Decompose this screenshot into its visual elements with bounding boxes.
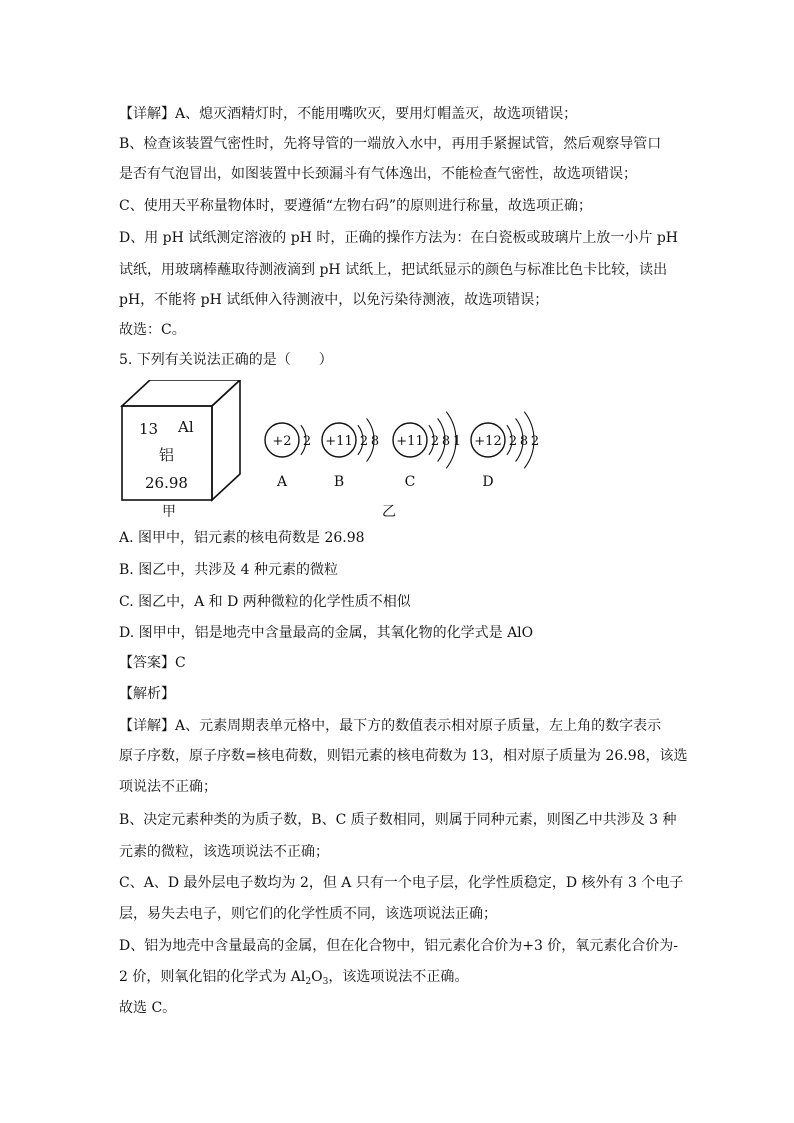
atom-label: C <box>404 474 416 490</box>
atom-label: D <box>482 474 494 490</box>
analysis-b-line2: 元素的微粒，该选项说法不正确； <box>119 844 329 860</box>
nucleus-charge: +12 <box>474 434 502 449</box>
detail-option-d-line2: 试纸，用玻璃棒蘸取待测液滴到 pH 试纸上，把试纸显示的颜色与标准比色卡比较，读出 <box>119 262 668 278</box>
atom-b <box>322 418 379 490</box>
analysis-a-line2: 原子序数，原子序数=核电荷数，则铝元素的核电荷数为 13，相对原子质量为 26.98，该选 <box>119 748 688 764</box>
electron-count: 1 <box>452 434 462 449</box>
analysis-b-line1: B、决定元素种类的为质子数，B、C 质子数相同，则属于同种元素，则图乙中共涉及 3 种 <box>119 812 677 828</box>
detail-option-d-line3: pH，不能将 pH 试纸伸入待测液中，以免污染待测液，故选项错误； <box>119 292 549 308</box>
detail-option-a: 【详解】A、熄灭酒精灯时，不能用嘴吹灭，要用灯帽盖灭，故选项错误； <box>119 106 578 122</box>
conclusion-1: 故选：C。 <box>119 322 186 338</box>
detail-option-c: C、使用天平称量物体时，要遵循“左物右码”的原则进行称量，故选项正确； <box>119 198 593 214</box>
electron-count: 2 <box>430 434 440 449</box>
nucleus-charge: +2 <box>272 434 292 449</box>
electron-count: 2 <box>508 434 518 449</box>
detail-option-b-line1: B、检查该装置气密性时，先将导管的一端放入水中，再用手紧握试管，然后观察导管口 <box>119 136 662 152</box>
atomic-mass: 26.98 <box>145 474 188 492</box>
analysis-d-line1: D、铝为地壳中含量最高的金属，但在化合物中，铝元素化合价为+3 价，氧元素化合价为- <box>119 938 679 954</box>
analysis-conclusion: 故选 C。 <box>119 1000 177 1016</box>
analysis-heading: 【解析】 <box>119 686 175 702</box>
analysis-a-line3: 项说法不正确； <box>119 779 217 795</box>
caption-yi: 乙 <box>382 504 396 520</box>
detail-option-b-line2: 是否有气泡冒出，如图装置中长颈漏斗有气体逸出，不能检查气密性，故选项错误； <box>119 166 637 182</box>
answer: 【答案】C <box>119 655 186 671</box>
question-5-figure <box>110 380 570 520</box>
electron-count: 2 <box>359 434 369 449</box>
atom-c <box>393 412 461 490</box>
element-cell-figure <box>122 380 240 520</box>
analysis-c-line1: C、A、D 最外层电子数均为 2，但 A 只有一个电子层，化学性质稳定，D 核外有 3 个电子 <box>119 875 684 891</box>
element-symbol: Al <box>178 418 194 436</box>
detail-option-d-line1: D、用 pH 试纸测定溶液的 pH 时，正确的操作方法为：在白瓷板或玻璃片上放一小片 pH <box>119 230 678 246</box>
electron-count: 2 <box>530 434 540 449</box>
electron-count: 8 <box>441 434 451 449</box>
electron-count: 8 <box>370 434 380 449</box>
atom-label: B <box>333 474 345 490</box>
nucleus-charge: +11 <box>396 434 424 449</box>
option-c: C. 图乙中，A 和 D 两种微粒的化学性质不相似 <box>119 594 411 610</box>
question-5-stem: 5. 下列有关说法正确的是（ ） <box>119 352 333 368</box>
analysis-d-line2: 2 价，则氧化铝的化学式为 $Al_2O_3$，该选项说法不正确。 <box>119 969 469 987</box>
atom-label: A <box>276 474 288 490</box>
atom-a <box>265 423 311 490</box>
analysis-a-line1: 【详解】A、元素周期表单元格中，最下方的数值表示相对原子质量，左上角的数字表示 <box>119 718 662 734</box>
electron-count: 2 <box>302 434 312 449</box>
option-d: D. 图甲中，铝是地壳中含量最高的金属，其氧化物的化学式是 AlO <box>119 625 534 641</box>
analysis-c-line2: 层，易失去电子，则它们的化学性质不同，该选项说法正确； <box>119 906 497 922</box>
caption-jia: 甲 <box>162 504 176 520</box>
atom-d <box>471 412 539 490</box>
nucleus-charge: +11 <box>325 434 353 449</box>
electron-count: 8 <box>519 434 529 449</box>
atomic-number: 13 <box>139 420 159 438</box>
element-name: 铝 <box>159 446 175 464</box>
option-b: B. 图乙中，共涉及 4 种元素的微粒 <box>119 562 338 578</box>
option-a: A. 图甲中，铝元素的核电荷数是 26.98 <box>119 530 365 546</box>
atom-structure-diagrams <box>265 412 539 490</box>
